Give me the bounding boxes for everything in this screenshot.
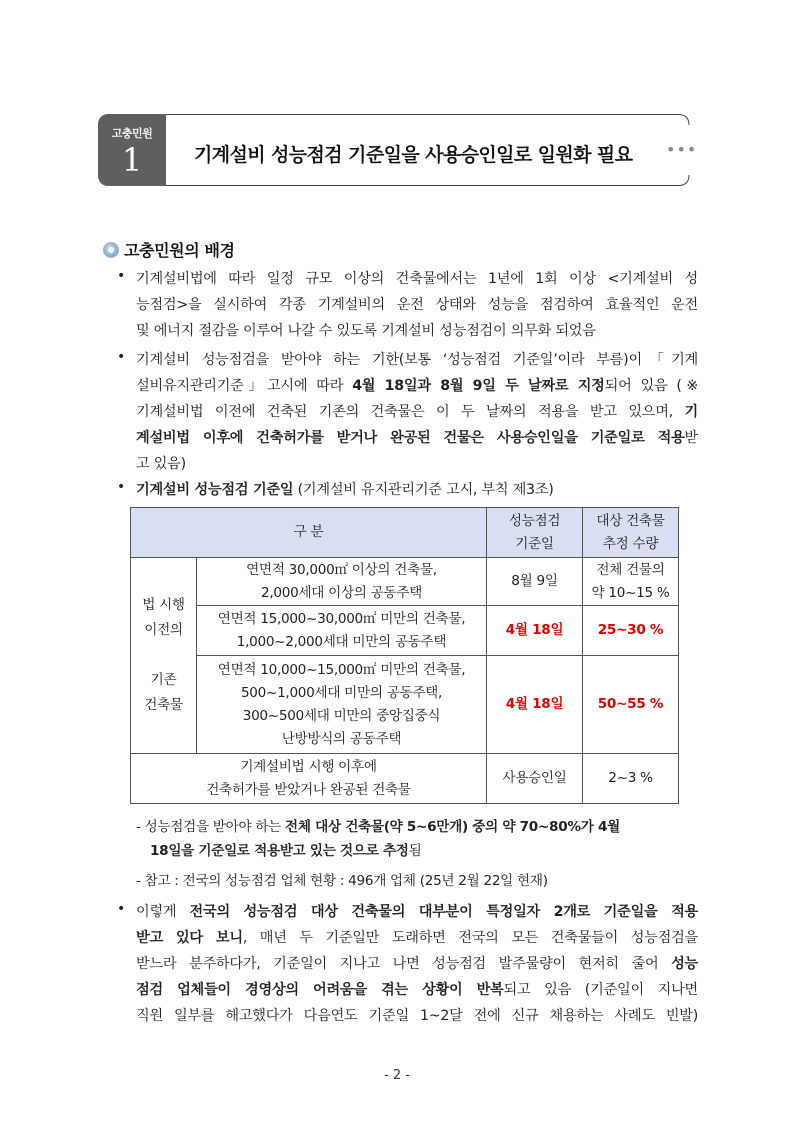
b2-line-3: 기계설비법 이전에 건축된 기존의 건축물은 이 두 날짜의 적용을 받고 있으며, 기 xyxy=(136,404,698,420)
bullet-dot: • xyxy=(117,349,126,365)
row3-date: 4월 18일 xyxy=(487,656,583,754)
note-1-line-2: 18일을 기준일로 적용받고 있는 것으로 추정됨 xyxy=(150,843,422,859)
page-number: - 2 - xyxy=(384,1068,410,1083)
header-count: 대상 건축물 추정 수량 xyxy=(583,508,679,558)
b4-line-2: 받고 있다 보니, 매년 두 기준일만 도래하면 전국의 모든 건축물들이 성능점검을 xyxy=(136,930,698,946)
row2-date: 4월 18일 xyxy=(487,606,583,656)
b4-line-5: 직원 일부를 해고했다가 다음연도 기준일 1~2달 전에 신규 채용하는 사례도 빈발) xyxy=(136,1008,698,1024)
b2-line-1: 기계설비 성능점검을 받아야 하는 기한(보통 ‘성능점검 기준일’이라 부름)이「기계 xyxy=(136,352,698,368)
row1-date: 8월 9일 xyxy=(487,558,583,606)
row4-count: 2~3 % xyxy=(583,754,679,804)
bullet-dot: • xyxy=(117,479,126,495)
bullet-dot: • xyxy=(117,901,126,917)
b4-line-1: 이렇게 전국의 성능점검 대상 건축물의 대부분이 특정일자 2개로 기준일을 적용 xyxy=(136,904,698,920)
group-label: 법 시행 이전의 기존 건축물 xyxy=(131,558,197,754)
section-title: 고충민원의 배경 xyxy=(124,241,235,260)
row1-count: 전체 건물의 약 10~15 % xyxy=(583,558,679,606)
row1-desc: 연면적 30,000㎡ 이상의 건축물, 2,000세대 이상의 공동주택 xyxy=(197,558,487,606)
title-badge xyxy=(98,114,166,186)
badge-label: 고충민원 xyxy=(111,127,153,140)
row4-desc: 기계설비법 시행 이후에 건축허가를 받았거나 완공된 건축물 xyxy=(131,754,487,804)
b1-line-1: 기계설비법에 따라 일정 규모 이상의 건축물에서는 1년에 1회 이상 <기계설비 성 xyxy=(136,271,698,287)
b3-line: 기계설비 성능점검 기준일 (기계설비 유지관리기준 고시, 부칙 제3조) xyxy=(136,482,554,498)
b1-line-3: 및 에너지 절감을 이루어 나갈 수 있도록 기계설비 성능점검이 의무화 되었음 xyxy=(136,323,596,339)
page-title: 기계설비 성능점검 기준일을 사용승인일로 일원화 필요 xyxy=(194,144,633,166)
row3-count: 50~55 % xyxy=(583,656,679,754)
b4-line-4: 점검 업체들이 경영상의 어려움을 겪는 상황이 반복되고 있음 (기준일이 지나면 xyxy=(136,982,698,998)
bullet-dot: • xyxy=(117,268,126,284)
note-2: - 참고 : 전국의 성능점검 업체 현황 : 496개 업체 (25년 2월 22일 현재) xyxy=(136,873,548,889)
row4-date: 사용승인일 xyxy=(487,754,583,804)
header-date: 성능점검 기준일 xyxy=(487,508,583,558)
row2-count: 25~30 % xyxy=(583,606,679,656)
section-bullet-icon xyxy=(103,242,119,258)
b1-line-2: 능점검>을 실시하여 각종 기계설비의 운전 상태와 성능을 점검하여 효율적인 운전 xyxy=(136,297,698,313)
b2-line-2: 설비유지관리기준」고시에 따라 4월 18일과 8월 9일 두 날짜로 지정되어 있음 (※ xyxy=(136,378,699,394)
note-1-line-1: - 성능점검을 받아야 하는 전체 대상 건축물(약 5~6만개) 중의 약 70~80%가 4월 xyxy=(136,819,620,835)
dots-decoration: ••• xyxy=(666,140,698,159)
row3-desc: 연면적 10,000~15,000㎡ 미만의 건축물, 500~1,000세대 미만의 공동주택, 300~500세대 미만의 중앙집중식 난방방식의 공동주택 xyxy=(197,656,487,754)
b4-line-3: 받느라 분주하다가, 기준일이 지나고 나면 성능점검 발주물량이 현저히 줄어 성능 xyxy=(136,956,698,972)
badge-number: 1 xyxy=(121,141,143,179)
standard-date-table xyxy=(130,507,679,804)
b2-line-5: 고 있음) xyxy=(136,456,186,472)
title-box xyxy=(166,114,698,186)
b2-line-4: 계설비법 이후에 건축허가를 받거나 완공된 건물은 사용승인일을 기준일로 적용받 xyxy=(136,430,698,446)
header-category: 구 분 xyxy=(131,508,487,558)
row2-desc: 연면적 15,000~30,000㎡ 미만의 건축물, 1,000~2,000세대 미만의 공동주택 xyxy=(197,606,487,656)
